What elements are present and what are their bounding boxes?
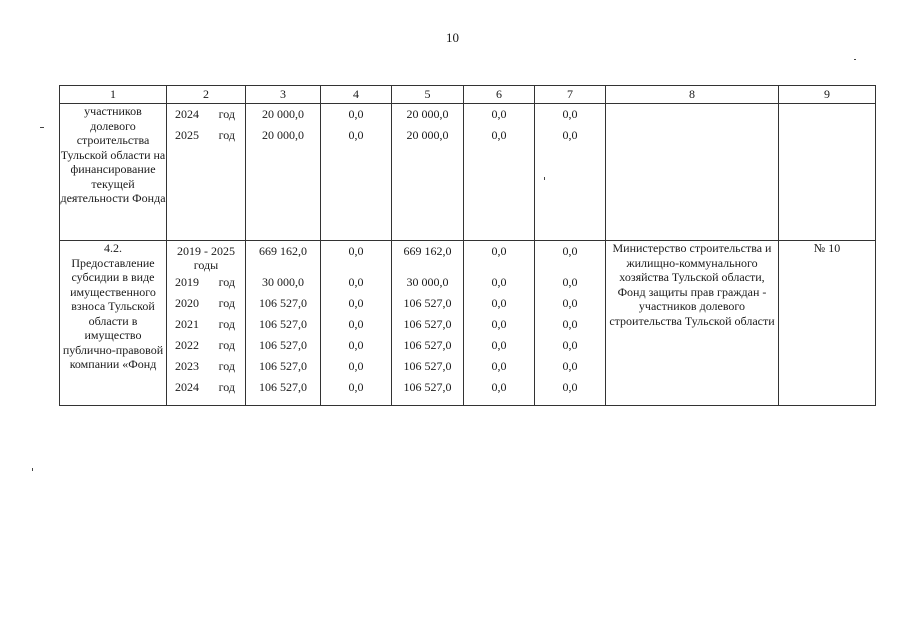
note-cell: [779, 104, 876, 241]
column-header: 5: [392, 86, 464, 104]
scan-speck: [544, 177, 545, 180]
description-text: Предоставление субсидии в виде имущественного взноса Тульской области в имущество публично-правовой компании «Фонд: [62, 255, 164, 371]
description-text: участников долевого строительства Тульской области на финансирование текущей деятельности Фонда: [60, 104, 166, 205]
value-cell: 20 000,0 20 000,0: [392, 104, 464, 241]
value-cell: 669 162,0 30 000,0 106 527,0 106 527,0 106 527,0 106 527,0 106 527,0: [392, 241, 464, 406]
value-cell: 0,0 0,0: [321, 104, 392, 241]
column-header: 8: [606, 86, 779, 104]
year-line: 2022 год: [175, 338, 235, 352]
responsible-cell: [606, 104, 779, 241]
scan-speck: [854, 59, 856, 60]
year-line: 2023 год: [175, 359, 235, 373]
note-cell: № 10: [779, 241, 876, 406]
table-row: [60, 241, 876, 406]
column-header-row: [60, 86, 876, 104]
period-label: 2019 - 2025 годы: [177, 244, 235, 272]
value-cell: 0,0 0,0: [464, 104, 535, 241]
column-header: 7: [535, 86, 606, 104]
column-header: 3: [246, 86, 321, 104]
year-cell: [167, 241, 246, 406]
table-row: [60, 104, 876, 241]
responsible-cell: Министерство строительства и жилищно-коммунального хозяйства Тульской области, Фонд защиты прав граждан - участников долевого строительства Тульской области: [606, 241, 779, 406]
row-number: 4.2.: [104, 241, 122, 255]
column-header: 9: [779, 86, 876, 104]
value-cell: 0,0 0,0 0,0 0,0 0,0 0,0 0,0: [321, 241, 392, 406]
year-cell: [167, 104, 246, 241]
year-line: 2024 год: [175, 380, 235, 394]
value-cell: 20 000,0 20 000,0: [246, 104, 321, 241]
value-cell: 0,0 0,0: [535, 104, 606, 241]
scan-speck: [40, 127, 44, 128]
year-line: 2021 год: [175, 317, 235, 331]
program-table: [59, 85, 876, 406]
value-cell: 0,0 0,0 0,0 0,0 0,0 0,0 0,0: [535, 241, 606, 406]
column-header: 2: [167, 86, 246, 104]
year-line: 2019 год: [175, 275, 235, 289]
value-cell: 0,0 0,0 0,0 0,0 0,0 0,0 0,0: [464, 241, 535, 406]
scan-speck: [32, 468, 33, 471]
row-description: [60, 241, 167, 406]
year-line: 2024 год: [175, 107, 235, 121]
year-line: 2020 год: [175, 296, 235, 310]
column-header: 6: [464, 86, 535, 104]
column-header: 1: [60, 86, 167, 104]
column-header: 4: [321, 86, 392, 104]
page-number: 10: [446, 30, 459, 45]
value-cell: 669 162,0 30 000,0 106 527,0 106 527,0 106 527,0 106 527,0 106 527,0: [246, 241, 321, 406]
row-description: [60, 104, 167, 241]
year-line: 2025 год: [175, 128, 235, 142]
